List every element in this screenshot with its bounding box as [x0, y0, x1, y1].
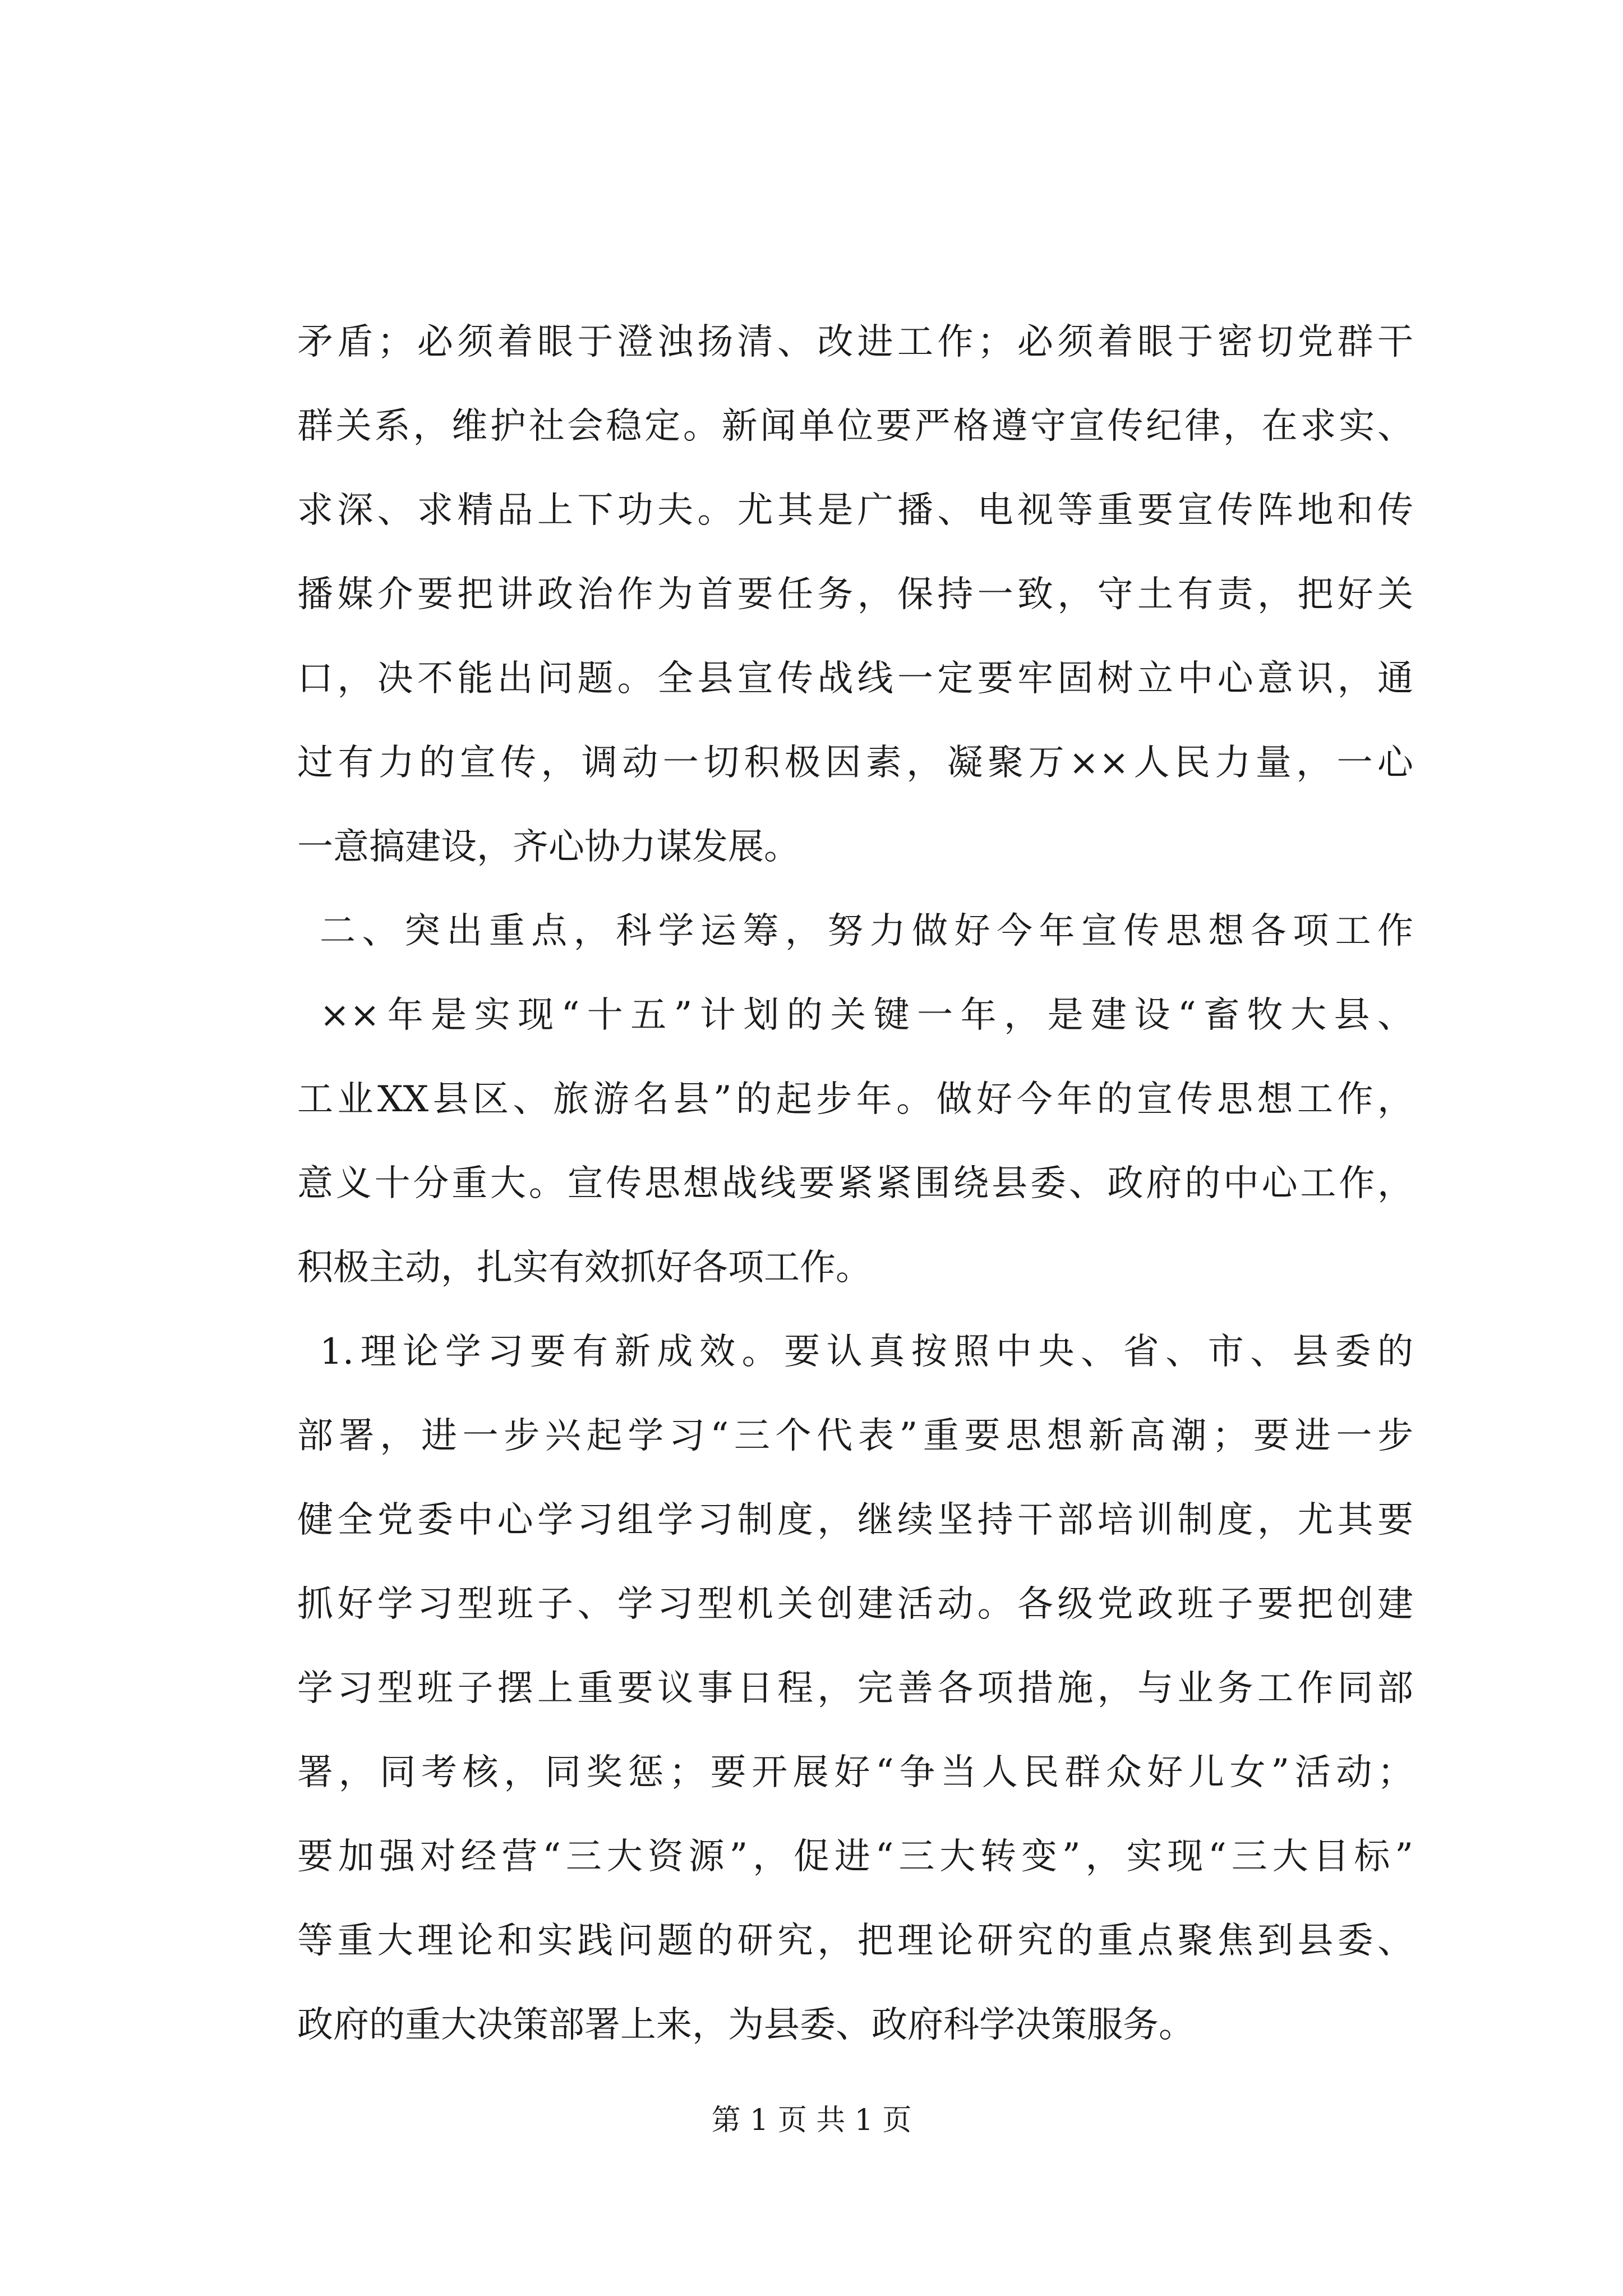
text-line: 1.理论学习要有新成效。要认真按照中央、省、市、县委的	[320, 1331, 1413, 1373]
text-line: ××年是实现“十五”计划的关键一年，是建设“畜牧大县、	[320, 995, 1413, 1036]
text-line: 求深、求精品上下功夫。尤其是广播、电视等重要宣传阵地和传	[297, 490, 1413, 531]
text-line: 积极主动，扎实有效抓好各项工作。	[297, 1247, 872, 1289]
text-line: 播媒介要把讲政治作为首要任务，保持一致，守土有责，把好关	[297, 574, 1413, 615]
text-line: 学习型班子摆上重要议事日程，完善各项措施，与业务工作同部	[297, 1668, 1413, 1709]
text-line: 等重大理论和实践问题的研究，把理论研究的重点聚焦到县委、	[297, 1920, 1413, 1962]
document-body	[297, 300, 1413, 2067]
text-line: 一意搞建设，齐心协力谋发展。	[297, 826, 800, 868]
page-number-footer: 第 1 页 共 1 页	[711, 2104, 912, 2137]
text-line: 政府的重大决策部署上来，为县委、政府科学决策服务。	[297, 2004, 1195, 2046]
text-line: 部署，进一步兴起学习“三个代表”重要思想新高潮；要进一步	[297, 1415, 1413, 1457]
text-line: 署，同考核，同奖惩；要开展好“争当人民群众好儿女”活动；	[297, 1752, 1413, 1793]
text-line: 过有力的宣传，调动一切积极因素，凝聚万××人民力量，一心	[297, 742, 1413, 784]
text-line: 口，决不能出问题。全县宣传战线一定要牢固树立中心意识，通	[297, 658, 1413, 700]
text-line: 抓好学习型班子、学习型机关创建活动。各级党政班子要把创建	[297, 1584, 1413, 1625]
text-line: 群关系，维护社会稳定。新闻单位要严格遵守宣传纪律，在求实、	[297, 406, 1413, 447]
text-line: 要加强对经营“三大资源”，促进“三大转变”，实现“三大目标”	[297, 1836, 1413, 1878]
text-line: 矛盾；必须着眼于澄浊扬清、改进工作；必须着眼于密切党群干	[297, 321, 1413, 363]
text-line: 工业XX县区、旅游名县”的起步年。做好今年的宣传思想工作，	[297, 1079, 1413, 1120]
text-line: 健全党委中心学习组学习制度，继续坚持干部培训制度，尤其要	[297, 1499, 1413, 1541]
text-line: 意义十分重大。宣传思想战线要紧紧围绕县委、政府的中心工作，	[297, 1163, 1413, 1204]
section-heading: 二、突出重点，科学运筹，努力做好今年宣传思想各项工作	[320, 910, 1413, 952]
